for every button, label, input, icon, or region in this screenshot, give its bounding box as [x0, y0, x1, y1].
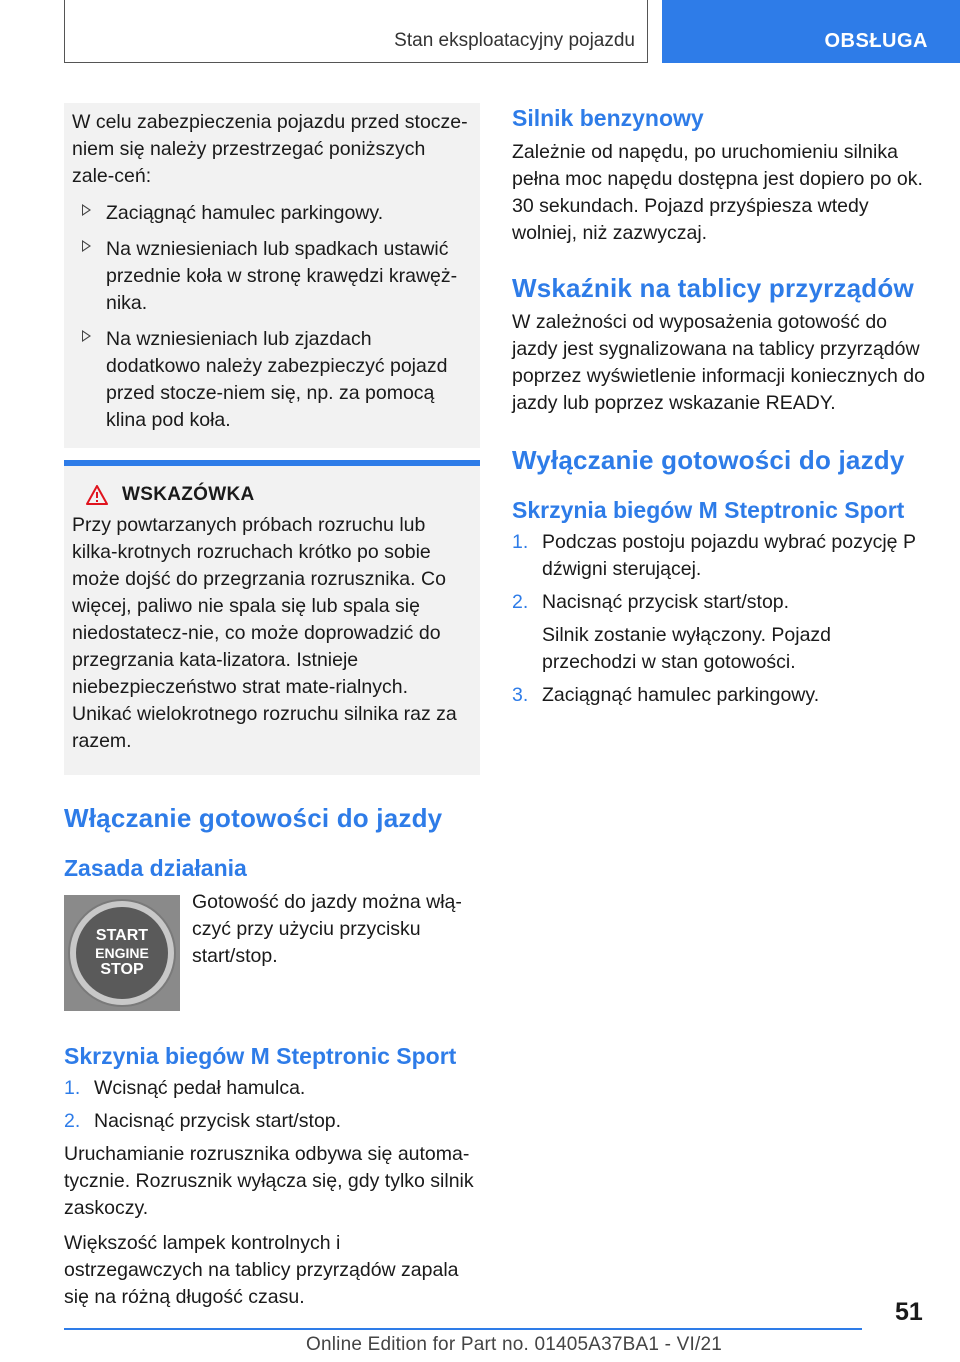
header-chapter-tab: [662, 0, 960, 63]
warning-title: WSKAZÓWKA: [122, 484, 255, 505]
warning-header: [86, 484, 470, 506]
warning-box: [64, 466, 480, 775]
triangle-bullet-icon: [82, 204, 91, 216]
list-item: 3. Zaciągnąć hamulec parkingowy.: [512, 684, 820, 706]
left-column: [64, 103, 480, 1311]
right-column: [512, 103, 928, 715]
triangle-bullet-icon: [82, 330, 91, 342]
list-item: 2. Nacisnąć przycisk start/stop.: [64, 1110, 342, 1132]
heading-petrol-engine: Silnik benzynowy: [512, 105, 704, 131]
safety-box: [64, 103, 480, 448]
lamps-paragraph: Większość lampek kontrolnych i ostrzegawczych na tablicy przyrządów zapala się na różną długość czasu.: [64, 1232, 459, 1308]
start-label: START: [95, 927, 149, 944]
starter-paragraph: Uruchamianie rozrusznika odbywa się automa-tycznie. Rozrusznik wyłącza się, gdy tylko silnik zaskoczy.: [64, 1143, 474, 1219]
edition-footer: Online Edition for Part no. 01405A37BA1 - VI/21: [306, 1334, 723, 1355]
heading-disable-readiness: Wyłączanie gotowości do jazdy: [512, 445, 905, 475]
step-sub-text: Silnik zostanie wyłączony. Pojazd przechodzi w stan gotowości.: [542, 624, 832, 673]
engine-label: ENGINE: [95, 945, 149, 961]
header-section-box: [64, 0, 648, 63]
safety-list: [72, 200, 468, 434]
principle-text: Gotowość do jazdy można włą-czyć przy użyciu przycisku start/stop.: [192, 891, 462, 967]
indicator-text: W zależności od wyposażenia gotowość do jazdy jest sygnalizowana na tablicy przyrządów poprzez wyświetlenie informacji koniecznych do jazdy lub poprzez wskazanie READY.: [512, 311, 925, 414]
list-item: Na wzniesieniach lub spadkach ustawić przednie koła w stronę krawędzi krawęż-nika.: [72, 236, 468, 317]
section-title: Stan eksploatacyjny pojazdu: [394, 30, 635, 51]
warning-text: Przy powtarzanych próbach rozruchu lub kilka-krotnych rozruchach krótko po sobie może dojść do przegrzania rozrusznika. Co więcej, paliwo nie spala się lub spala się niedostatecz-nie, co może doprowadzić do przegrzania kata-lizatora. Istnieje niebezpieczeństwo strat mate-rialnych. Unikać wielokrotnego rozruchu silnika raz za razem.: [72, 514, 457, 752]
start-stop-button-image: [64, 895, 180, 1011]
list-item: Zaciągnąć hamulec parkingowy.: [72, 200, 468, 227]
heading-instrument-indicator: Wskaźnik na tablicy przyrządów: [512, 273, 914, 303]
heading-principle: Zasada działania: [64, 855, 247, 881]
stop-steps: [512, 529, 928, 709]
list-item: Na wzniesieniach lub zjazdach dodatkowo należy zabezpieczyć pojazd przed stocze-niem się, np. za pomocą klina pod koła.: [72, 326, 468, 434]
warning-triangle-icon: [86, 485, 108, 505]
start-button-row: [64, 891, 480, 1011]
list-item: 1. Podczas postoju pojazdu wybrać pozycję P dźwigni sterującej.: [512, 531, 916, 580]
heading-enable-readiness: Włączanie gotowości do jazdy: [64, 803, 443, 833]
heading-steptronic: Skrzynia biegów M Steptronic Sport: [64, 1043, 457, 1069]
triangle-bullet-icon: [82, 240, 91, 252]
petrol-text: Zależnie od napędu, po uruchomieniu silnika pełna moc napędu dostępna jest dopiero po ok. 30 sekundach. Pojazd przyśpiesza wtedy wolniej, niż zazwyczaj.: [512, 141, 923, 244]
list-item: 1. Wcisnąć pedał hamulca.: [64, 1077, 306, 1099]
stop-label: STOP: [100, 961, 144, 978]
heading-steptronic-off: Skrzynia biegów M Steptronic Sport: [512, 497, 905, 523]
start-steps: [64, 1075, 480, 1135]
page-number: 51: [895, 1298, 923, 1326]
safety-intro: W celu zabezpieczenia pojazdu przed stocze-niem się należy przestrzegać poniższych zale-ceń:: [72, 111, 468, 187]
list-item: 2. Nacisnąć przycisk start/stop. Silnik zostanie wyłączony. Pojazd przechodzi w stan gotowości.: [512, 589, 928, 676]
footer-rule: [64, 1328, 862, 1330]
chapter-tab-label: OBSŁUGA: [824, 30, 928, 52]
